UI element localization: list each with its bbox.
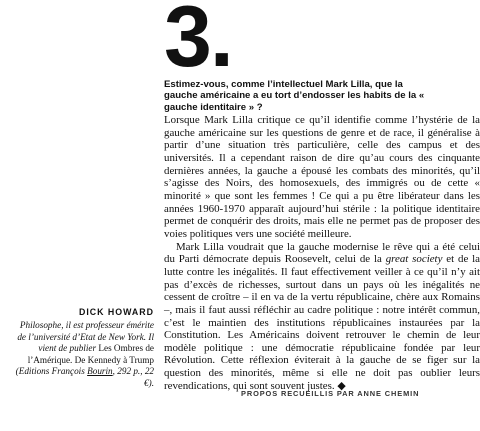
interview-credit: PROPOS RECUEILLIS PAR ANNE CHEMIN [241,389,420,398]
author-bio [14,307,154,390]
answer-paragraph-2-end: et de la lutte contre les inégalités. Il faut effectivement veiller à ce qu’il n’y ait pas d’excès de richesses, surtout dans un pays où les inégalités ne cessent de croître – il en va de la vertu républicaine, chère aux Romains –, mais il faut aussi réfléchir au cadre politique : notre intérêt commun, c’est le maintien des institutions républicaines instaurées par la Constitution. Les Américains doivent retrouver le chemin de leur modèle politique : une démocratie républicaine fondée par leur Révolution. Cette réflexion éviterait à la gauche de se figer sur la question des minorités, même si elle ne doit pas oublier leurs revendications, qui sont souvent justes. [164,253,480,392]
author-description [14,320,154,390]
bio-publisher-prefix: (Editions François [15,366,88,377]
question-text: Estimez-vous, comme l’intellectuel Mark Lilla, que la gauche américaine a eu tort d’endosser les habits de la « gauche identitaire » ? [164,79,425,113]
great-society-term: great society [385,253,443,266]
answer-paragraph-2 [164,241,480,393]
end-mark-icon: ◆ [337,379,346,392]
answer-paragraph-2-start: Mark Lilla voudrait que la gauche modernise le rêve qui a été celui du Parti démocrate depuis Roosevelt, celui de la [164,240,480,266]
answer-body [164,114,480,392]
bio-intro: Philosophe, il est professeur émérite de l’université d’Etat de New York. Il vient de publier [17,320,154,354]
book-title: Les Ombres de l’Amérique. De Kennedy à Trump [27,343,154,365]
question-number: 3. [164,0,232,85]
publisher-name: Bourin [87,366,113,377]
author-name: DICK HOWARD [78,307,154,317]
answer-paragraph-1: Lorsque Mark Lilla critique ce qu’il identifie comme l’hystérie de la gauche américaine sur les questions de genre et de race, il généralise à partir d’une situation très particulière, celle des campus et des universités. Il a cependant raison de dire qu’au cours des cinquante dernières années, la gauche a épousé les combats des minorités, qu’il s’agisse des Noirs, des homosexuels, des immigrés ou de cette « minorité » que sont les femmes ! Ce qui a pu être libérateur dans les années 1960-1970 apparaît aujourd’hui stérile : la politique identitaire permet de conquérir des droits, mais elle ne permet pas de proposer des voies politiques vers une société meilleure. [164,114,480,240]
bio-details: , 292 p., 22 €). [112,366,154,388]
